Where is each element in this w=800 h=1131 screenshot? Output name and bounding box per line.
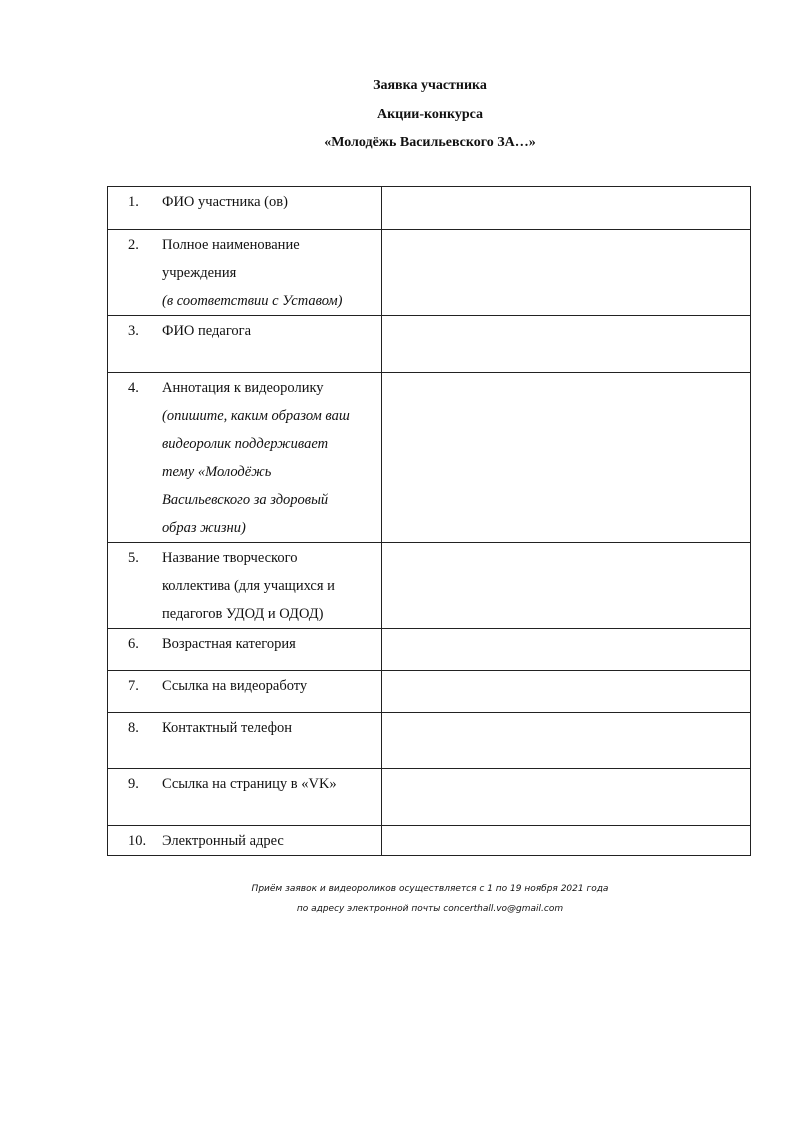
institution-name-field[interactable] — [382, 230, 751, 316]
field-hint: образ жизни) — [162, 520, 246, 536]
field-label-cell — [108, 316, 382, 373]
form-title: Заявка участника — [373, 78, 487, 93]
submission-period-note: Приём заявок и видеороликов осуществляется с 1 по 19 ноября 2021 года — [251, 884, 609, 894]
table-row — [108, 826, 751, 856]
table-row — [108, 316, 751, 373]
collective-name-field[interactable] — [382, 543, 751, 629]
video-annotation-field[interactable] — [382, 373, 751, 543]
row-number: 10. — [128, 833, 147, 849]
table-row — [108, 543, 751, 629]
row-number: 2. — [128, 237, 139, 253]
field-label-cell — [108, 713, 382, 769]
field-label: Аннотация к видеоролику — [162, 380, 324, 396]
field-hint: Васильевского за здоровый — [162, 492, 329, 508]
field-label-cell — [108, 629, 382, 671]
email-field[interactable] — [382, 826, 751, 856]
table-row — [108, 671, 751, 713]
row-number: 5. — [128, 550, 139, 566]
field-hint: тему «Молодёжь — [162, 464, 272, 480]
row-number: 6. — [128, 636, 139, 652]
field-label-cell — [108, 543, 382, 629]
table-row — [108, 769, 751, 826]
table-row — [108, 629, 751, 671]
field-label-cell — [108, 230, 382, 316]
age-category-field[interactable] — [382, 629, 751, 671]
field-label-cell — [108, 373, 382, 543]
participant-name-field[interactable] — [382, 187, 751, 230]
field-label: ФИО участника (ов) — [162, 194, 288, 210]
row-number: 1. — [128, 194, 139, 210]
contest-name: «Молодёжь Васильевского ЗА…» — [324, 135, 536, 150]
field-label: Возрастная категория — [162, 636, 296, 652]
field-label-cell — [108, 671, 382, 713]
field-label: Контактный телефон — [162, 720, 293, 736]
field-label: коллектива (для учащихся и — [162, 578, 335, 594]
submission-email-note: по адресу электронной почты concerthall.vo@gmail.com — [296, 904, 564, 914]
field-label-cell — [108, 187, 382, 230]
row-number: 4. — [128, 380, 139, 396]
field-label: Ссылка на видеоработу — [162, 678, 308, 694]
vk-link-field[interactable] — [382, 769, 751, 826]
field-label: учреждения — [162, 265, 237, 281]
field-label-cell — [108, 826, 382, 856]
table-row — [108, 373, 751, 543]
field-label-cell — [108, 769, 382, 826]
video-link-field[interactable] — [382, 671, 751, 713]
row-number: 9. — [128, 776, 139, 792]
field-hint: видеоролик поддерживает — [162, 436, 329, 452]
row-number: 8. — [128, 720, 139, 736]
field-hint: (опишите, каким образом ваш — [162, 408, 350, 424]
table-row — [108, 713, 751, 769]
table-row — [108, 230, 751, 316]
row-number: 3. — [128, 323, 139, 339]
field-hint: (в соответствии с Уставом) — [162, 293, 343, 309]
teacher-name-field[interactable] — [382, 316, 751, 373]
phone-field[interactable] — [382, 713, 751, 769]
field-label: ФИО педагога — [162, 323, 252, 339]
application-form-table — [107, 186, 751, 856]
row-number: 7. — [128, 678, 139, 694]
field-label: Электронный адрес — [162, 833, 284, 849]
field-label: Ссылка на страницу в «VK» — [162, 776, 337, 792]
form-subtitle: Акции-конкурса — [376, 107, 484, 122]
field-label: педагогов УДОД и ОДОД) — [162, 606, 324, 622]
field-label: Название творческого — [162, 550, 298, 566]
table-row — [108, 187, 751, 230]
field-label: Полное наименование — [162, 237, 300, 253]
